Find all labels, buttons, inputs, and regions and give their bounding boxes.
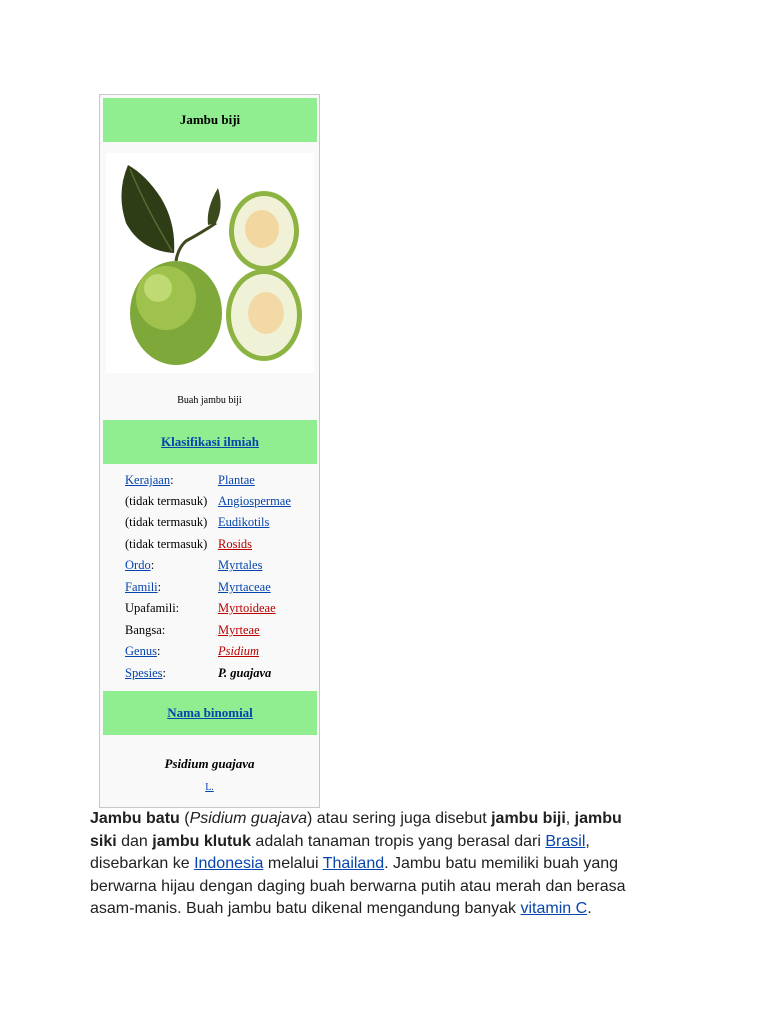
bold-term: jambu klutuk <box>152 832 251 850</box>
text-span: , disebarkan ke <box>90 832 590 872</box>
unranked-label: (tidak termasuk) <box>125 515 208 529</box>
text-span: melalui <box>263 855 323 872</box>
bold-term: jambu siki <box>90 810 622 850</box>
unranked-label: (tidak termasuk) <box>125 537 208 551</box>
article-paragraph <box>90 808 650 921</box>
rosids-link[interactable]: Rosids <box>218 537 253 551</box>
image-caption: Buah jambu biji <box>177 395 242 406</box>
classification-header <box>103 420 317 464</box>
text-span: adalah tanaman tropis yang berasal dari <box>250 832 546 850</box>
taxobox <box>99 94 320 808</box>
infobox-title: Jambu biji <box>103 98 317 142</box>
upafamili-label: Upafamili: <box>125 601 180 615</box>
classification-link[interactable]: Klasifikasi ilmiah <box>161 434 259 449</box>
myrteae-link[interactable]: Myrteae <box>218 623 260 637</box>
spesies-colon: : <box>162 666 166 680</box>
text-span: ) atau sering juga disebut <box>306 810 492 827</box>
binomial-author <box>100 782 319 793</box>
vitamin-c-link[interactable]: vitamin C <box>520 900 588 917</box>
text-span: . Jambu batu memiliki buah yang berwarna hijau dengan daging buah berwarna putih atau merah dan berasa asam-manis. Buah jambu batu dikenal mengandung banyak <box>90 855 626 917</box>
ordo-link[interactable]: Ordo <box>125 558 151 572</box>
text-span: dan <box>116 832 153 850</box>
binomial-name: Psidium guajava <box>164 756 255 771</box>
text-span: ( <box>179 810 190 827</box>
genus-link[interactable]: Genus <box>125 644 157 658</box>
guava-image <box>106 153 314 373</box>
spesies-link[interactable]: Spesies <box>125 666 163 680</box>
famili-colon: : <box>157 580 162 594</box>
plantae-link[interactable]: Plantae <box>218 473 255 487</box>
angiospermae-link[interactable]: Angiospermae <box>218 494 291 508</box>
text-span: , <box>565 810 575 827</box>
psidium-link[interactable]: Psidium <box>218 644 259 658</box>
italic-term: Psidium guajava <box>189 810 307 827</box>
kerajaan-link[interactable]: Kerajaan <box>125 473 171 487</box>
species-value: P. guajava <box>218 666 272 680</box>
myrtales-link[interactable]: Myrtales <box>218 558 263 572</box>
text-span: . <box>587 900 592 917</box>
brasil-link[interactable]: Brasil <box>545 832 586 850</box>
thailand-link[interactable]: Thailand <box>322 855 385 872</box>
unranked-label: (tidak termasuk) <box>125 494 208 508</box>
ordo-colon: : <box>150 558 155 572</box>
myrtoideae-link[interactable]: Myrtoideae <box>218 601 276 615</box>
myrtaceae-link[interactable]: Myrtaceae <box>218 580 271 594</box>
genus-colon: : <box>156 644 161 658</box>
bangsa-label: Bangsa: <box>125 623 166 637</box>
kerajaan-colon: : <box>170 473 174 487</box>
indonesia-link[interactable]: Indonesia <box>194 855 264 872</box>
author-link[interactable]: L. <box>205 782 214 793</box>
bold-term: Jambu batu <box>90 810 180 827</box>
bold-term: jambu biji <box>491 810 566 827</box>
eudikotils-link[interactable]: Eudikotils <box>218 515 270 529</box>
binomial-link[interactable]: Nama binomial <box>167 705 253 720</box>
binomial-header <box>103 691 317 735</box>
famili-link[interactable]: Famili <box>125 580 158 594</box>
